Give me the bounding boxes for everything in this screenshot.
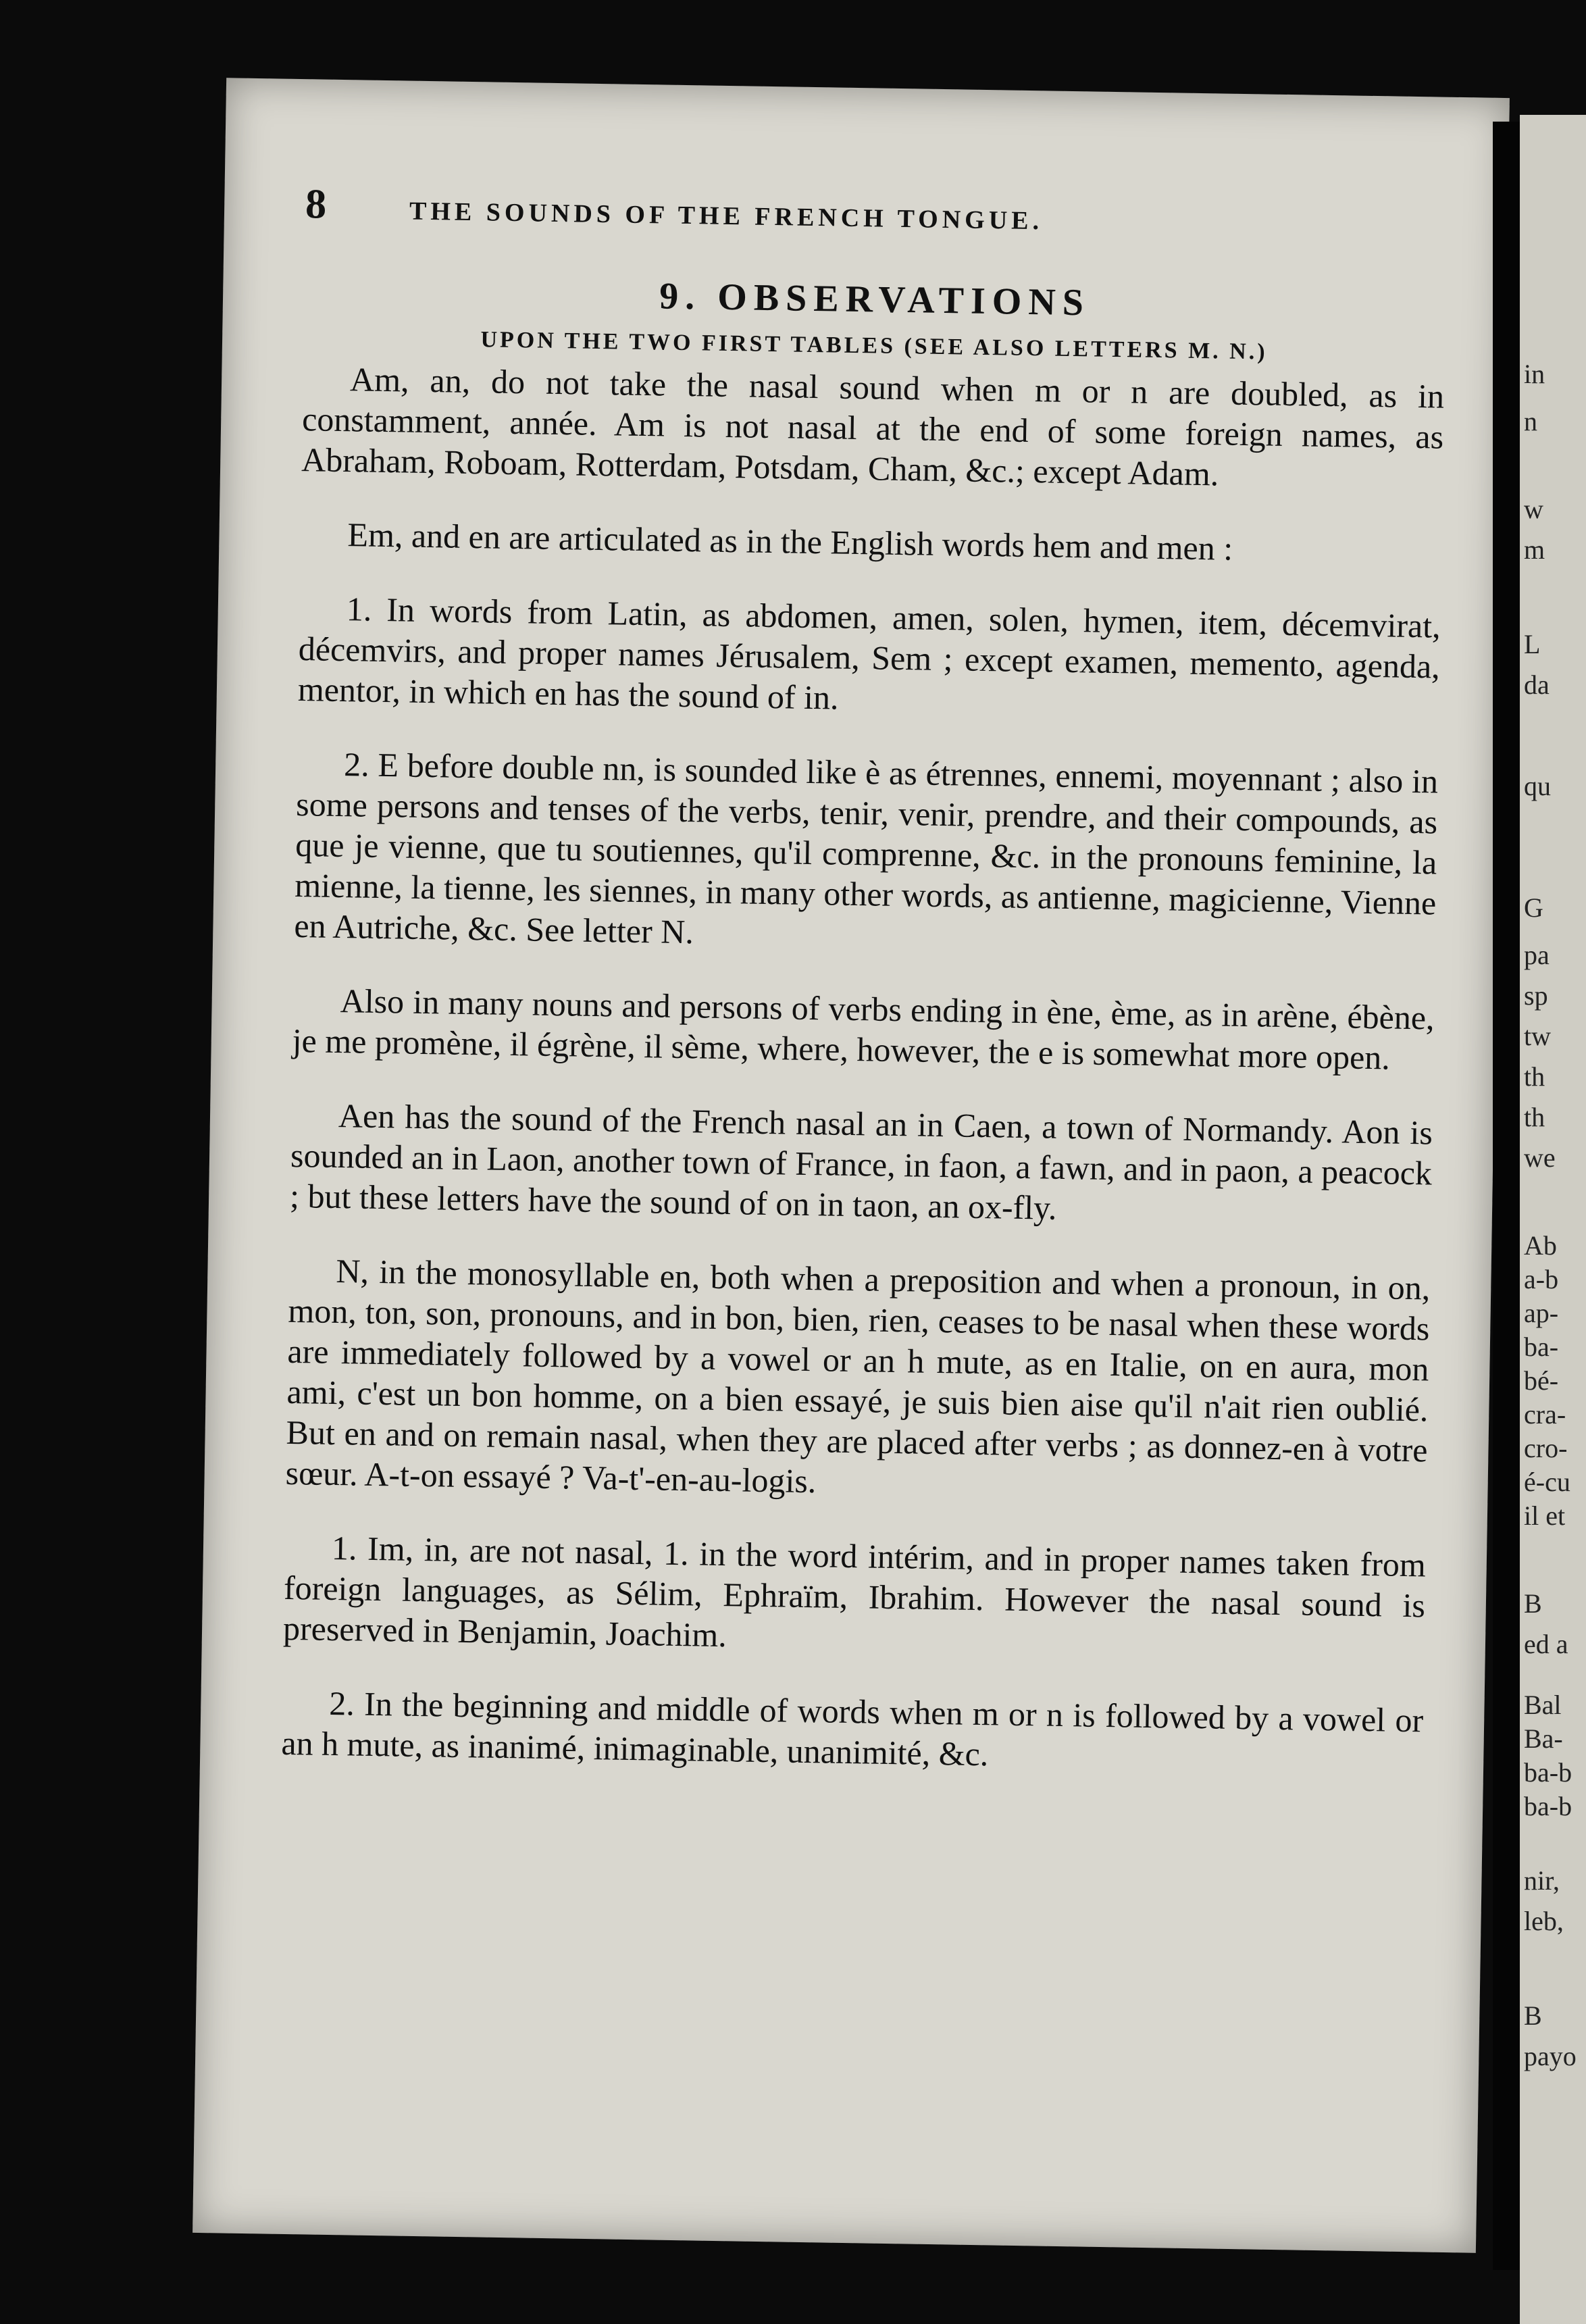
page-content [280, 180, 1447, 1815]
book-gutter [1493, 122, 1520, 2270]
fragment: w [1524, 494, 1543, 524]
paragraph: N, in the monosyllable en, both when a preposition and when a pronoun, in on, mon, ton, son, pronouns, and in bon, bien, rien, ceases to be nasal when these words are immediately followed by a vowel or an h mute, as en Italie, on en aura, mon ami, c'est un bon homme, on a bien essayé, je suis bien aise qu'il n'ait rien oublié. But en and on remain nasal, when they are placed after verbs ; as donnez-en à votre sœur. A-t-on essayé ? Va-t'-en-au-logis. [285, 1252, 1431, 1500]
fragment: cro- [1524, 1433, 1568, 1463]
section-subtitle: UPON THE TWO FIRST TABLES (SEE ALSO LETTERS M. N.) [480, 327, 1268, 365]
fragment: nir, [1524, 1865, 1560, 1896]
fragment: il et [1524, 1500, 1566, 1531]
fragment: B [1524, 2000, 1542, 2031]
fragment: leb, [1524, 1906, 1564, 1936]
fragment: Ab [1524, 1230, 1557, 1261]
fragment: m [1524, 534, 1545, 565]
section-title: 9. OBSERVATIONS [659, 275, 1091, 324]
fragment: cra- [1524, 1399, 1566, 1430]
paragraph: 2. In the beginning and middle of words when m or n is followed by a vowel or an h mute, as inanimé, inimaginable, unanimité, &c. [281, 1684, 1424, 1773]
fragment: L [1524, 629, 1541, 659]
running-head [305, 180, 1448, 247]
page-number: 8 [305, 181, 329, 228]
fragment: B [1524, 1588, 1542, 1619]
paragraph: 2. E before double nn, is sounded like è as étrennes, ennemi, moyennant ; also in some persons and tenses of the verbs, tenir, venir, prendre, and their compounds, as que je vienne, que tu soutiennes, qu'il comprenne, &c. in the pronouns feminine, la mienne, la tienne, les siennes, in many other words, as antienne, magicienne, Vienne en Autriche, &c. See letter N. [294, 745, 1439, 951]
fragment: sp [1524, 980, 1548, 1011]
fragment: é-cu [1524, 1467, 1570, 1497]
fragment: bé- [1524, 1365, 1559, 1396]
fragment: ba- [1524, 1332, 1559, 1362]
fragment: G [1524, 892, 1543, 923]
adjacent-page-strip [1520, 115, 1586, 2324]
paragraph: 1. In words from Latin, as abdomen, amen, solen, hymen, item, décemvirat, décemvirs, and proper names Jérusalem, Sem ; except examen, memento, agenda, mentor, in which en has the sound of in. [297, 590, 1441, 717]
fragment: th [1524, 1102, 1545, 1132]
fragment: a-b [1524, 1264, 1559, 1294]
fragment: ed a [1524, 1629, 1568, 1659]
running-title: THE SOUNDS OF THE FRENCH TONGUE. [409, 197, 1044, 236]
paragraph: Am, an, do not take the nasal sound when m or n are doubled, as in constamment, année. Am is not nasal at the end of some foreign names, as Abraham, Roboam, Rotterdam, Potsdam, Cham, &c.; except Adam. [301, 360, 1445, 493]
fragment: da [1524, 670, 1550, 700]
paragraph: Em, and en are articulated as in the English words hem and men : [347, 515, 1233, 567]
paragraph: Also in many nouns and persons of verbs ending in ène, ème, as in arène, ébène, je me promène, il égrène, il sème, where, however, the e is somewhat more open. [292, 982, 1435, 1077]
fragment: ba-b [1524, 1757, 1572, 1788]
fragment: Ba- [1524, 1723, 1563, 1754]
fragment: Bal [1524, 1690, 1562, 1720]
fragment: n [1524, 406, 1537, 436]
fragment: th [1524, 1061, 1545, 1092]
fragment: payo [1524, 2041, 1577, 2071]
fragment: we [1524, 1142, 1556, 1173]
book-page [193, 78, 1510, 2252]
fragment: qu [1524, 771, 1551, 801]
paragraph: Aen has the sound of the French nasal an in Caen, a town of Normandy. Aon is sounded an in Laon, another town of France, in faon, a fawn, and in paon, a peacock ; but these letters have the sound of on in taon, an ox-fly. [289, 1096, 1433, 1227]
fragment: ap- [1524, 1298, 1559, 1328]
fragment: tw [1524, 1021, 1551, 1051]
fragment: ba-b [1524, 1791, 1572, 1821]
paragraph: 1. Im, in, are not nasal, 1. in the word intérim, and in proper names taken from foreign languages, as Sélim, Ephraïm, Ibrahim. However the nasal sound is preserved in Benjamin, Joachim. [282, 1528, 1427, 1654]
fragment: in [1524, 359, 1545, 389]
fragment: pa [1524, 940, 1550, 970]
